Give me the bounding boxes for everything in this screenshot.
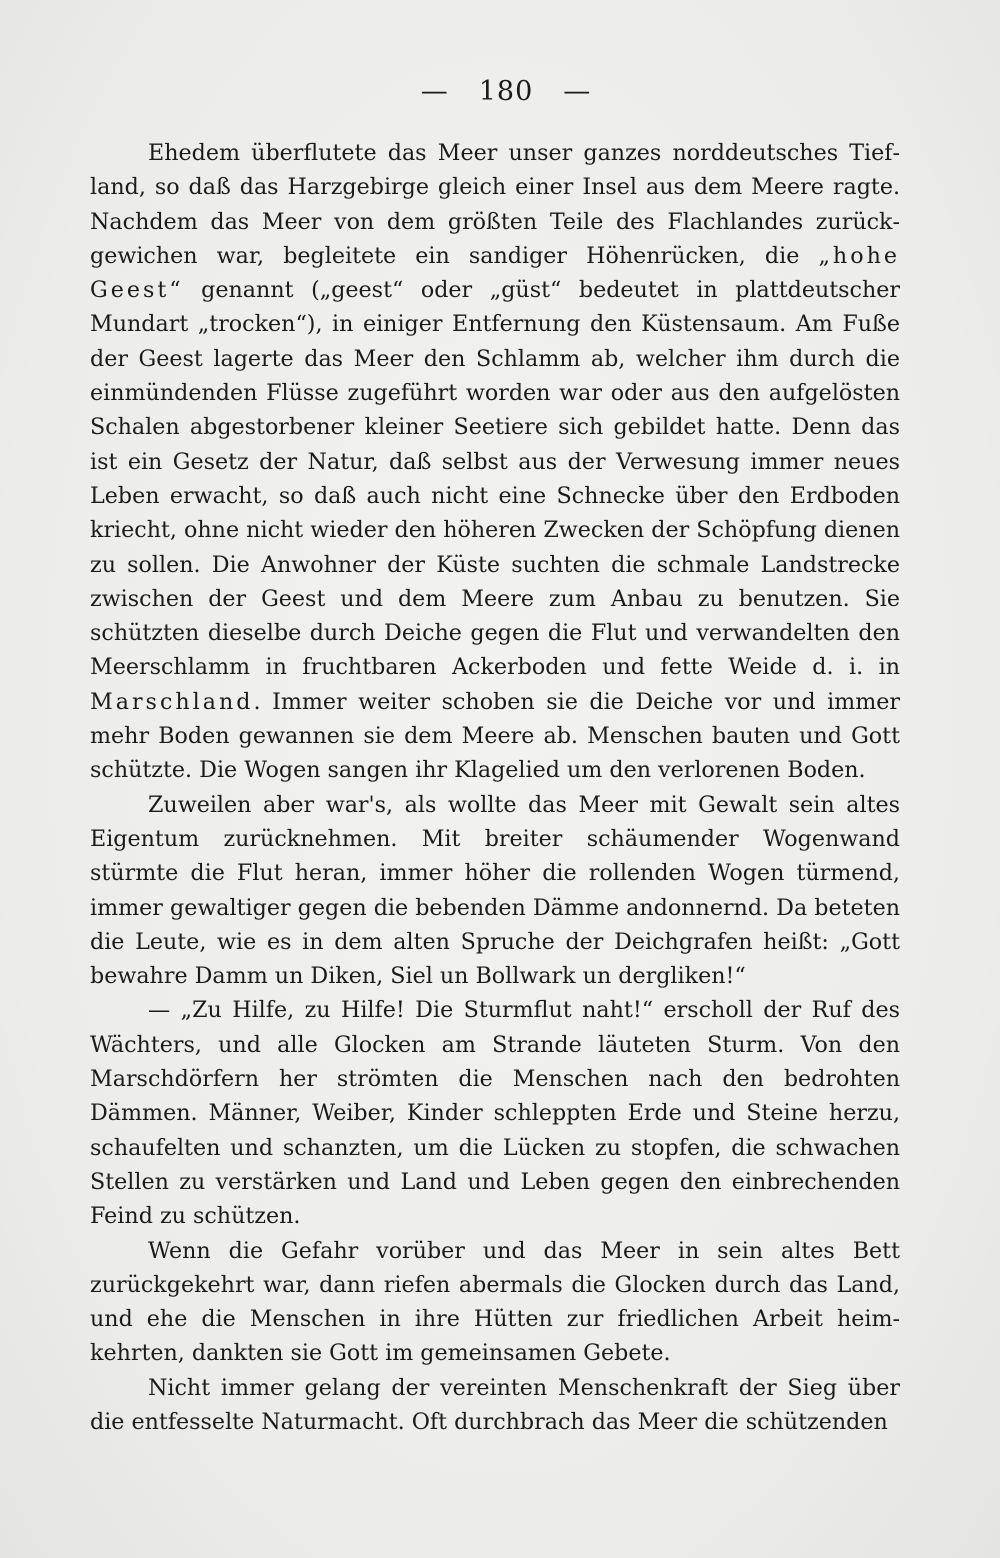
body-text bbox=[90, 136, 900, 1439]
paragraph-5: Nicht immer gelang der vereinten Menschenkraft der Sieg über die entfesselte Naturmacht. Oft durchbrach das Meer die schützenden bbox=[90, 1374, 900, 1435]
paragraph-1 bbox=[90, 136, 900, 788]
emphasis-hohe-geest: „hohe Geest“ bbox=[90, 242, 900, 304]
page-header bbox=[112, 72, 900, 112]
paragraph-1-part-2: genannt („geest“ oder „güst“ bedeutet in plattdeutscher Mundart „trocken“), in einiger Entfernung den Küstensaum. Am Fuße der Geest lagerte das Meer den Schlamm ab, welcher ihm durch die einmündenden Flüsse zugeführt worden war oder aus den aufgelösten Schalen abgestorbener kleiner Seetiere sich gebildet hatte. Denn das ist ein Gesetz der Natur, daß selbst aus der Verwesung immer neues Leben erwacht, so daß auch nicht eine Schnecke über den Erdboden kriecht, ohne nicht wieder den höheren Zwecken der Schöpfung dienen zu sollen. Die Anwohner der Küste suchten die schmale Landstrecke zwischen der Geest und dem Meere zum Anbau zu benutzen. Sie schützten dieselbe durch Deiche gegen die Flut und verwandelten den Meerschlamm in fruchtbaren Ackerboden und fette Weide d. i. in bbox=[90, 277, 900, 681]
emphasis-marschland: Marschland bbox=[90, 688, 254, 715]
paragraph-2: Zuweilen aber war's, als wollte das Meer mit Gewalt sein altes Eigentum zurücknehmen. Mit breiter schäumender Wogenwand stürmte die Flut heran, immer höher die rollenden Wogen türmend, immer gewaltiger gegen die bebenden Dämme andonnernd. Da beteten die Leute, wie es in dem alten Spruche der Deichgrafen heißt: „Gott bewahre Damm un Diken, Siel un Bollwark un dergliken!“ bbox=[90, 791, 900, 990]
paragraph-1-part-3: . Immer weiter schoben sie die Deiche vor und immer mehr Boden gewannen sie dem Meere ab. Menschen bauten und Gott schützte. Die Wogen sangen ihr Klagelied um den verlorenen Boden. bbox=[90, 688, 900, 784]
header-dash-right: — bbox=[563, 76, 592, 107]
paragraph-1-part-1: Ehedem überflutete das Meer unser ganzes norddeutsches Tiefland, so daß das Harzgebirge gleich einer Insel aus dem Meere ragte. Nachdem das Meer von dem größten Teile des Flachlandes zurückgewichen war, begleitete ein sandiger Höhenrücken, die bbox=[90, 140, 900, 269]
paragraph-3: — „Zu Hilfe, zu Hilfe! Die Sturmflut naht!“ erscholl der Ruf des Wächters, und alle Glocken am Strande läuteten Sturm. Von den Marschdörfern her strömten die Menschen nach den bedrohten Dämmen. Männer, Weiber, Kinder schleppten Erde und Steine herzu, schaufelten und schanzten, um die Lücken zu stopfen, die schwachen Stellen zu verstärken und Land und Leben gegen den einbrechenden Feind zu schützen. bbox=[90, 997, 900, 1230]
page-number: 180 bbox=[478, 76, 534, 107]
header-dash-left: — bbox=[420, 76, 449, 107]
paragraph-4: Wenn die Gefahr vorüber und das Meer in sein altes Bett zurückgekehrt war, dann riefen abermals die Glocken durch das Land, und ehe die Menschen in ihre Hütten zur friedlichen Arbeit heimkehrten, dankten sie Gott im gemeinsamen Gebete. bbox=[90, 1237, 900, 1367]
